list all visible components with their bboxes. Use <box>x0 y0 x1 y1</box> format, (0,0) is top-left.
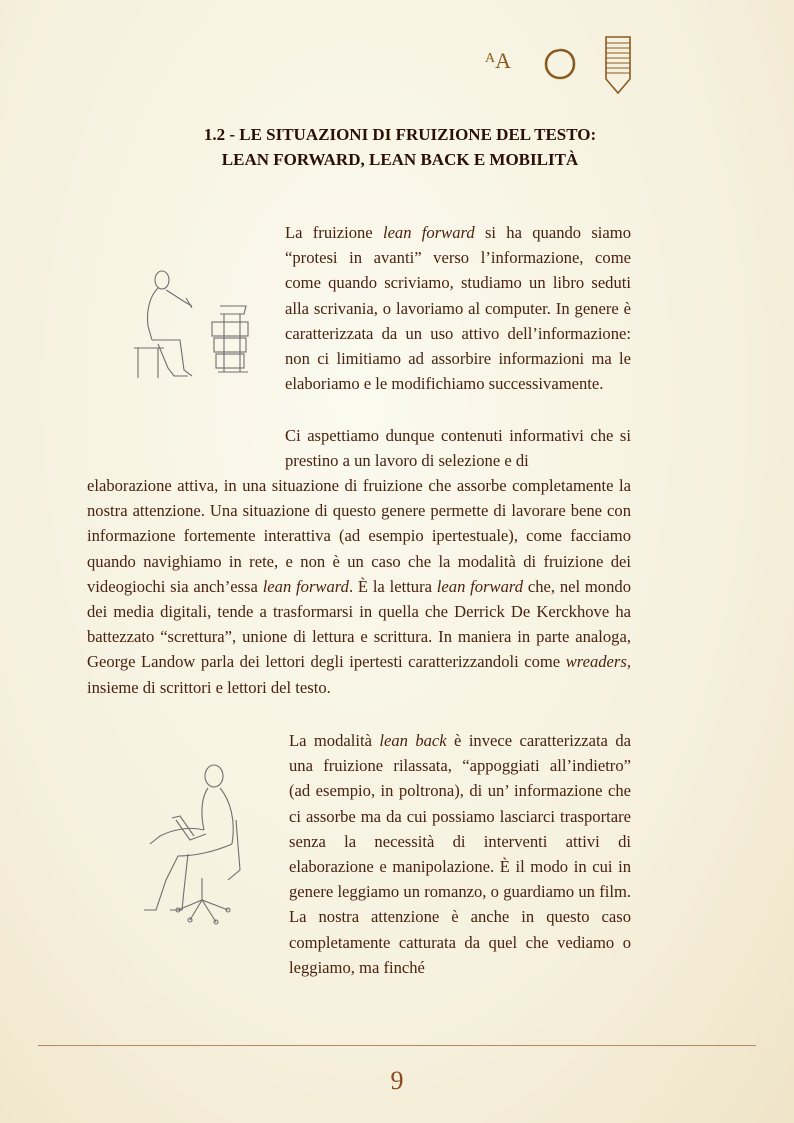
chapter-title-line-2: LEAN FORWARD, LEAN BACK E MOBILITÀ <box>221 150 579 169</box>
person-reclining-illustration <box>128 760 248 930</box>
paragraph-lean-forward-intro <box>285 220 631 396</box>
paragraph-text: elaborazione attiva, in una situazione di fruizione che assorbe completamente la nostra attenzione. Una situazione di questo genere permette di lavorare bene con informazione fortemente interattiva (ad esempio ipertestuale), come facciamo quando navighiamo in rete, e non è un caso che la modalità di fruizione dei videogiochi sia anch’essa <box>87 476 631 596</box>
emphasis-lean-forward: lean forward <box>382 223 475 242</box>
font-size-button[interactable] <box>485 50 511 72</box>
paragraph-text: La modalità <box>289 731 380 750</box>
emphasis-wreaders: wreaders <box>565 652 627 672</box>
paragraph-content-expectations: Ci aspettiamo dunque contenuti informativi che si prestino a un lavoro di selezione e di <box>285 426 631 471</box>
page-number: 9 <box>390 1066 404 1095</box>
emphasis-lean-back: lean back <box>379 731 447 750</box>
paragraph-lean-back <box>289 728 631 980</box>
emphasis-lean-forward: lean forward <box>262 576 349 596</box>
font-size-small-label: A <box>485 51 496 66</box>
paragraph-text: si ha quando siamo “protesi in avanti” verso l’informazione, come come quando scriviamo, studiamo un libro seduti alla scrivania, o lavoriamo al computer. In genere è caratterizzata da un uso attivo dell’informazione: non ci limitiamo ad assorbire informazioni ma le elaboriamo e le modifichiamo successivamente. <box>285 223 631 394</box>
chapter-title-line-1: 1.2 - LE SITUAZIONI DI FRUIZIONE DEL TESTO: <box>203 125 597 144</box>
reader-toolbar <box>0 30 794 100</box>
paragraph-text: La fruizione <box>285 223 383 242</box>
paragraph-text: . È la lettura <box>348 576 437 596</box>
footer-divider <box>38 1045 756 1046</box>
chapter-title <box>80 122 720 172</box>
font-size-large-label: A <box>495 48 512 73</box>
emphasis-lean-forward: lean forward <box>436 576 524 596</box>
bookmark-icon[interactable] <box>604 35 632 95</box>
person-at-desk-illustration <box>128 268 250 386</box>
paragraph-text: è invece caratterizzata da una fruizione rilassata, “appoggiati all’indietro” (ad esempio, in poltrona), di un’ informazione che ci assorbe ma da cui possiamo lasciarci trasportare senza la necessità di interventi attivi di elaborazione e manipolazione. È il modo in cui in genere leggiamo un romanzo, o guardiamo un film. La nostra attenzione è anche in questo caso completamente catturata da quel che vediamo o leggiamo, ma finché <box>289 731 631 977</box>
paragraph-text: , insieme di scrittori e lettori del testo. <box>87 652 631 697</box>
paragraph-text: che, nel mondo dei media digitali, tende a trasformarsi in quella che Derrick De Kerckhove ha battezzato “screttura”, unione di lettura e scrittura. In maniera in parte analoga, George Landow parla dei lettori degli ipertesti caratterizzandoli come <box>87 576 631 672</box>
circle-icon[interactable] <box>543 47 577 81</box>
paragraph-active-elaboration <box>87 473 631 700</box>
